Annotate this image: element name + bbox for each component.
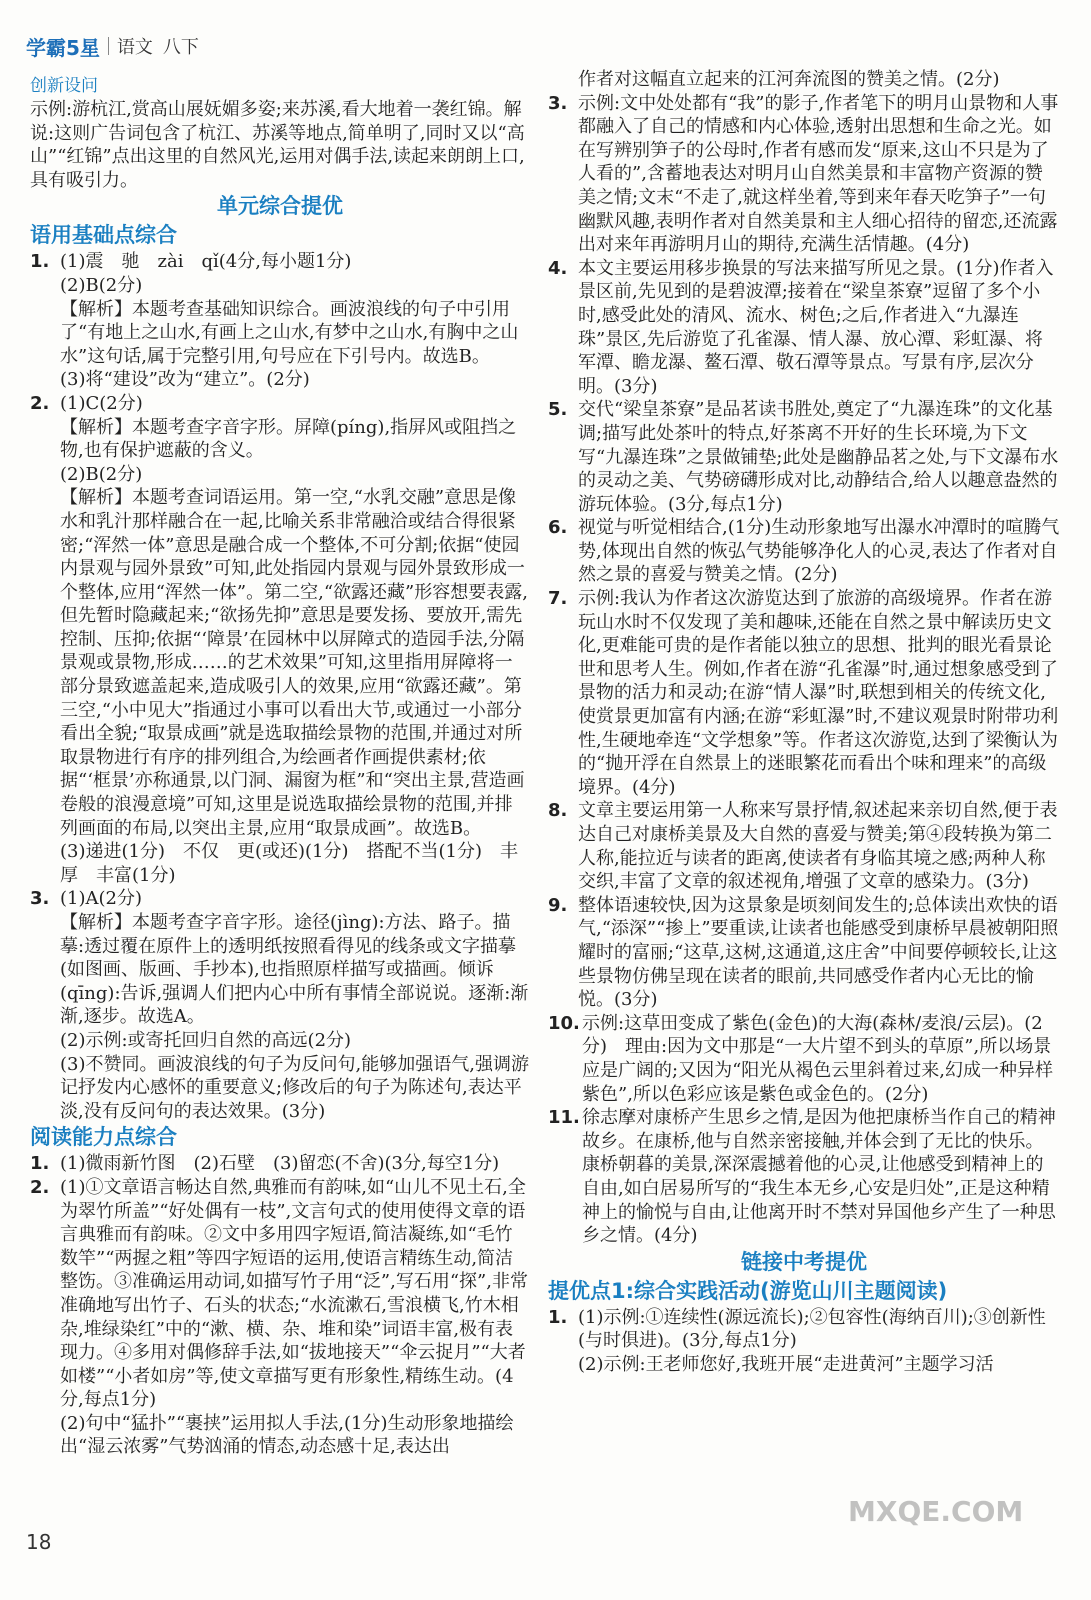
question-2 [30,392,530,887]
answer-item [548,894,1060,1012]
answer-item [548,516,1060,587]
continued-text: 作者对这幅直立起来的江河奔流图的赞美之情。(2分) [578,69,1000,90]
question-number: 4. [548,257,568,279]
question-number: 6. [548,517,568,539]
subject-label: 语文 [116,37,153,58]
answer-line: (2)示例:或寄托回归自然的高远(2分) [60,1029,352,1051]
answer-line: (3)递进(1分) 不仅 更(或还)(1分) 搭配不当(1分) 丰厚 丰富(1分) [60,841,519,886]
page-header [26,28,199,64]
innovation-tag: 创新设问 [30,76,98,96]
answer-line: (1)示例:①连续性(源远流长);②包容性(海纳百川);③创新性(与时俱进)。(3分,每点1分) [578,1306,1046,1352]
answer-item [548,398,1060,516]
question-number: 2. [30,1176,50,1198]
answer-item [548,799,1060,893]
grade-label: 八下 [162,37,199,58]
question-number: 11. [548,1107,580,1129]
right-column [548,68,1060,1376]
question-number: 1. [30,1153,50,1175]
subsection-language: 语用基础点综合 [30,223,177,248]
point-title: 提优点1:综合实践活动(游览山川主题阅读) [548,1278,948,1303]
question-number: 1. [30,251,50,273]
intro-paragraph: 示例:游杭江,赏高山展妩媚多姿;来苏溪,看大地着一袭红锦。解说:这则广告词包含了杭江、苏溪等地点,简单明了,同时又以“高山”“红锦”点出这里的自然风光,运用对偶手法,读起来朗朗上口,具有吸引力。 [30,99,525,191]
analysis-text: 【解析】本题考查基础知识综合。画波浪线的句子中引用了“有地上之山水,有画上之山水,有梦中之山水,有胸中之山水”这句话,属于完整引用,句号应在下引号内。故选B。 [60,298,519,367]
answer-text: 视觉与听觉相结合,(1分)生动形象地写出瀑水冲潭时的喧腾气势,体现出自然的恢弘气势能够净化人的心灵,表达了作者对自然之景的喜爱与赞美之情。(2分) [578,517,1060,586]
answer-text: 整体语速较快,因为这景象是顷刻间发生的;总体读出欢快的语气,“添深”“掺上”要重读,让读者也能感受到康桥早晨被朝阳照耀时的富丽;“这草,这树,这通道,这庄舍”中间要停顿较长,让这些景物仿佛呈现在读者的眼前,共同感受作者内心无比的愉悦。(3分) [578,894,1059,1011]
page-number: 18 [26,1530,52,1554]
answer-line: (1)A(2分) [60,888,142,910]
answer-list [548,92,1060,1248]
reading-question-2 [30,1176,530,1459]
question-number: 3. [548,92,568,114]
question-number: 8. [548,800,568,822]
question-number: 2. [30,392,50,414]
section-title-exam: 链接中考提优 [741,1249,867,1274]
answer-line: (3)将“建设”改为“建立”。(2分) [60,369,310,391]
question-1 [30,250,530,392]
question-3 [30,887,530,1123]
question-number: 7. [548,588,568,610]
question-number: 10. [548,1012,580,1034]
question-number: 1. [548,1306,568,1328]
answer-item [548,1106,1060,1248]
analysis-text: 【解析】本题考查词语运用。第一空,“水乳交融”意思是像水和乳汁那样融合在一起,比喻关系非常融洽或结合得很紧密;“浑然一体”意思是融合成一个整体,不可分割;依据“使园内景观与园外景致”可知,此处指园内景观与园外景致形成一个整体,应用“浑然一体”。第二空,“欲露还藏”形容想要表露,但先暂时隐藏起来;“欲扬先抑”意思是要发扬、要放开,需先控制、压抑;依据“‘障景’在园林中以屏障式的造园手法,分隔景观或景物,形成……的艺术效果”可知,这里指用屏障将一部分景致遮盖起来,造成吸引人的效果,应用“欲露还藏”。第三空,“小中见大”指通过小事可以看出大节,或通过一小部分看出全貌;“取景成画”就是选取描绘景物的范围,并通过对所取景物进行有序的排列组合,为绘画者作画提供素材;依据“‘框景’亦称通景,以门洞、漏窗为框”和“突出主景,营造画卷般的浪漫意境”可知,这里是说选取描绘景物的范围,并排列画面的布局,以突出主景,应用“取景成画”。故选B。 [60,487,528,839]
answer-line: (1)震 驰 zài qǐ(4分,每小题1分) [60,251,352,273]
answer-line: (1)微雨新竹图 (2)石壁 (3)留恋(不舍)(3分,每空1分) [60,1153,500,1175]
analysis-text: 【解析】本题考查字音字形。途径(jìng):方法、路子。描摹:透过覆在原件上的透明纸按照看得见的线条或文字描摹(如图画、版画、手抄本),也指照原样描写或描画。倾诉(qīng):告诉,强调人们把内心中所有事情全部说说。逐渐:渐渐,逐步。故选A。 [60,912,529,1028]
answer-text: 示例:我认为作者这次游览达到了旅游的高级境界。作者在游玩山水时不仅发现了美和趣味,还能在自然之景中解读历史文化,更难能可贵的是作者能以独立的思想、批判的眼光看景论世和思考人生。例如,作者在游“孔雀瀑”时,通过想象感受到了景物的活力和灵动;在游“情人瀑”时,联想到相关的传统文化,使赏景更加富有内涵;在游“彩虹瀑”时,不建议观景时附带功利性,生硬地牵连“文学想象”等。作者这次游览,达到了梁衡认为的“抛开浮在自然景上的迷眼繁花而看出个味和理来”的高级境界。(4分) [578,588,1059,798]
answer-line: (2)B(2分) [60,274,143,296]
answer-text: 交代“梁皇茶寮”是品茗读书胜处,奠定了“九瀑连珠”的文化基调;描写此处茶叶的特点,好茶离不开好的生长环境,为下文写“九瀑连珠”之景做铺垫;此处是幽静品茗之处,与下文瀑布水的灵动之美、气势磅礴形成对比,动静结合,给人以趣意盎然的游玩体验。(3分,每点1分) [578,399,1059,515]
answer-line: (2)示例:王老师您好,我班开展“走进黄河”主题学习活 [578,1353,994,1375]
answer-text: 文章主要运用第一人称来写景抒情,叙述起来亲切自然,便于表达自己对康桥美景及大自然的喜爱与赞美;第④段转换为第二人称,能拉近与读者的距离,使读者有身临其境之感;两种人称交织,丰富了文章的叙述视角,增强了文章的感染力。(3分) [578,800,1058,893]
left-column [30,74,530,1459]
answer-line: (3)不赞同。画波浪线的句子为反问句,能够加强语气,强调游记抒发内心感怀的重要意义;修改后的句子为陈述句,表达平淡,没有反问句的表达效果。(3分) [60,1053,529,1122]
header-divider [108,37,109,55]
question-number: 3. [30,888,50,910]
reading-question-1 [30,1152,530,1176]
answer-item [548,257,1060,399]
answer-line: (1)C(2分) [60,392,143,414]
answer-line: (2)句中“猛扑”“裹挟”运用拟人手法,(1分)生动形象地描绘出“湿云浓雾”气势汹涌的情态,动态感十足,表达出 [60,1412,514,1458]
answer-text: 示例:文中处处都有“我”的影子,作者笔下的明月山景物和人事都融入了自己的情感和内心体验,透射出思想和生命之光。如在写辨别笋子的公母时,作者有感而发“原来,这山不只是为了人看的”,含蓄地表达对明月山自然美景和丰富物产资源的赞美之情;文末“不走了,就这样坐着,等到来年春天吃笋子”一句幽默风趣,表明作者对自然美景和主人细心招待的留恋,还流露出对来年再游明月山的期待,充满生活情趣。(4分) [578,92,1059,256]
answer-line: (2)B(2分) [60,463,143,485]
answer-text: 示例:这草田变成了紫色(金色)的大海(森林/麦浪/云层)。(2分) 理由:因为文中那是“一大片望不到头的草原”,所以场景应是广阔的;又因为“阳光从褐色云里斜着过来,幻成一种异样紫色”,所以色彩应该是紫色或金色的。(2分) [582,1012,1053,1105]
answer-item [548,92,1060,257]
answer-item [548,1012,1060,1106]
exam-question-1 [548,1306,1060,1377]
question-number: 9. [548,894,568,916]
analysis-text: 【解析】本题考查字音字形。屏障(píng),指屏风或阻挡之物,也有保护遮蔽的含义。 [60,416,517,462]
answer-line: (1)①文章语言畅达自然,典雅而有韵味,如“山儿不见土石,全为翠竹所盖”“好处偶有一枝”,文言句式的使用使得文章的语言典雅而有韵味。②文中多用四字短语,简洁凝练,如“毛竹数竿”“两握之粗”等四字短语的运用,使语言精练生动,简洁整饬。③准确运用动词,如描写竹子用“泛”,写石用“探”,非常准确地写出竹子、石头的状态;“水流漱石,雪浪横飞,竹木相杂,堆绿染红”中的“漱、横、杂、堆和染”词语丰富,极有表现力。④多用对偶修辞手法,如“拔地接天”“伞云捉月”“大者如楼”“小者如房”等,使文章描写更有形象性,精练生动。(4分,每点1分) [60,1176,528,1411]
section-title-unit: 单元综合提优 [217,194,343,219]
answer-text: 徐志摩对康桥产生思乡之情,是因为他把康桥当作自己的精神故乡。在康桥,他与自然亲密接触,并体会到了无比的快乐。康桥朝暮的美景,深深震撼着他的心灵,让他感受到精神上的自由,如白居易所写的“我生本无乡,心安是归处”,正是这种精神上的愉悦与自由,让他离开时不禁对异国他乡产生了一种思乡之情。(4分) [582,1107,1056,1247]
brand-logo: 学霸5星 [26,35,100,60]
watermark: MXQE.COM [848,1495,1024,1528]
answer-text: 本文主要运用移步换景的写法来描写所见之景。(1分)作者入景区前,先见到的是碧波潭;接着在“梁皇茶寮”逗留了多个小时,感受此处的清风、流水、树色;之后,作者进入“九瀑连珠”景区,先后游览了孔雀瀑、情人瀑、放心潭、彩虹瀑、将军潭、瞻龙瀑、鳌石潭、敬石潭等景点。写景有序,层次分明。(3分) [578,257,1054,397]
question-number: 5. [548,399,568,421]
subsection-reading: 阅读能力点综合 [30,1125,177,1150]
answer-item [548,587,1060,799]
